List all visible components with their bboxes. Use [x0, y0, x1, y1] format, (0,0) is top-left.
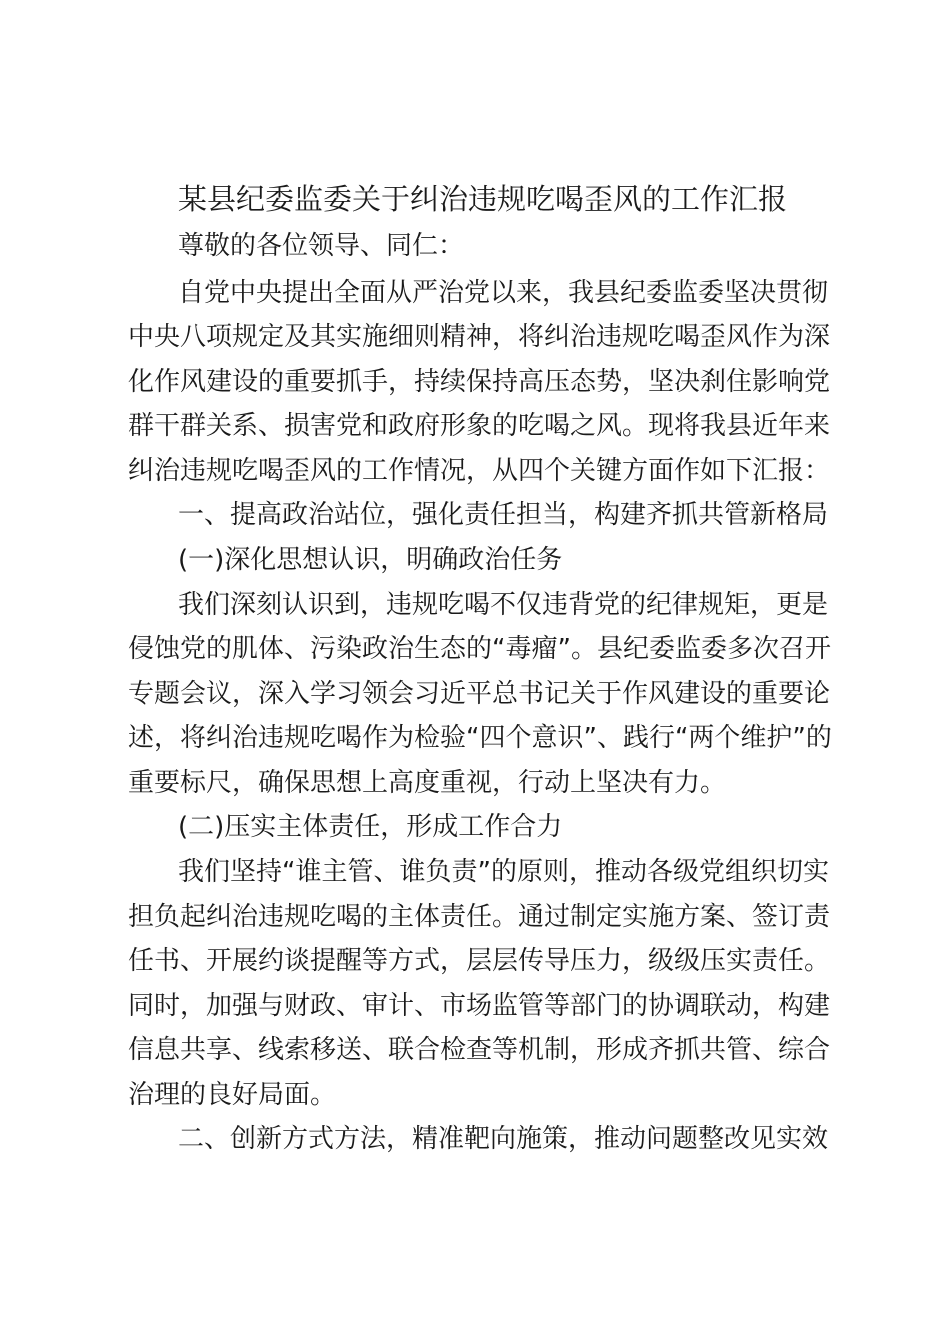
section-heading-2: 二、创新方式方法，精准靶向施策，推动问题整改见实效: [178, 1124, 829, 1154]
paragraph-line: 重要标尺，确保思想上高度重视，行动上坚决有力。: [128, 768, 727, 798]
paragraph-line: 我们深刻认识到，违规吃喝不仅违背党的纪律规矩，更是: [178, 590, 829, 620]
subsection-heading-1: (一)深化思想认识，明确政治任务: [178, 545, 563, 575]
paragraph-line: 我们坚持“谁主管、谁负责”的原则，推动各级党组织切实: [178, 857, 829, 887]
salutation: 尊敬的各位领导、同仁：: [178, 231, 465, 261]
paragraph-line: 化作风建设的重要抓手，持续保持高压态势，坚决刹住影响党: [128, 367, 831, 397]
paragraph-line: 中央八项规定及其实施细则精神，将纠治违规吃喝歪风作为深: [128, 322, 831, 352]
paragraph-line: 侵蚀党的肌体、污染政治生态的“毒瘤”。县纪委监委多次召开: [128, 634, 831, 664]
section-heading-1: 一、提高政治站位，强化责任担当，构建齐抓共管新格局: [178, 500, 829, 530]
paragraph-line: 担负起纠治违规吃喝的主体责任。通过制定实施方案、签订责: [128, 902, 831, 932]
document-title: 某县纪委监委关于纠治违规吃喝歪风的工作汇报: [178, 182, 788, 216]
paragraph-line: 群干群关系、损害党和政府形象的吃喝之风。现将我县近年来: [128, 411, 831, 441]
paragraph-line: 纠治违规吃喝歪风的工作情况，从四个关键方面作如下汇报：: [128, 456, 831, 486]
paragraph-line: 专题会议，深入学习领会习近平总书记关于作风建设的重要论: [128, 679, 831, 709]
paragraph-line: 任书、开展约谈提醒等方式，层层传导压力，级级压实责任。: [128, 946, 831, 976]
paragraph-line: 治理的良好局面。: [128, 1080, 337, 1110]
paragraph-line: 信息共享、线索移送、联合检查等机制，形成齐抓共管、综合: [128, 1035, 831, 1065]
paragraph-line: 自党中央提出全面从严治党以来，我县纪委监委坚决贯彻: [178, 278, 829, 308]
subsection-heading-2: (二)压实主体责任，形成工作合力: [178, 812, 563, 842]
paragraph-line: 同时，加强与财政、审计、市场监管等部门的协调联动，构建: [128, 991, 831, 1021]
paragraph-line: 述，将纠治违规吃喝作为检验“四个意识”、践行“两个维护”的: [128, 723, 832, 753]
